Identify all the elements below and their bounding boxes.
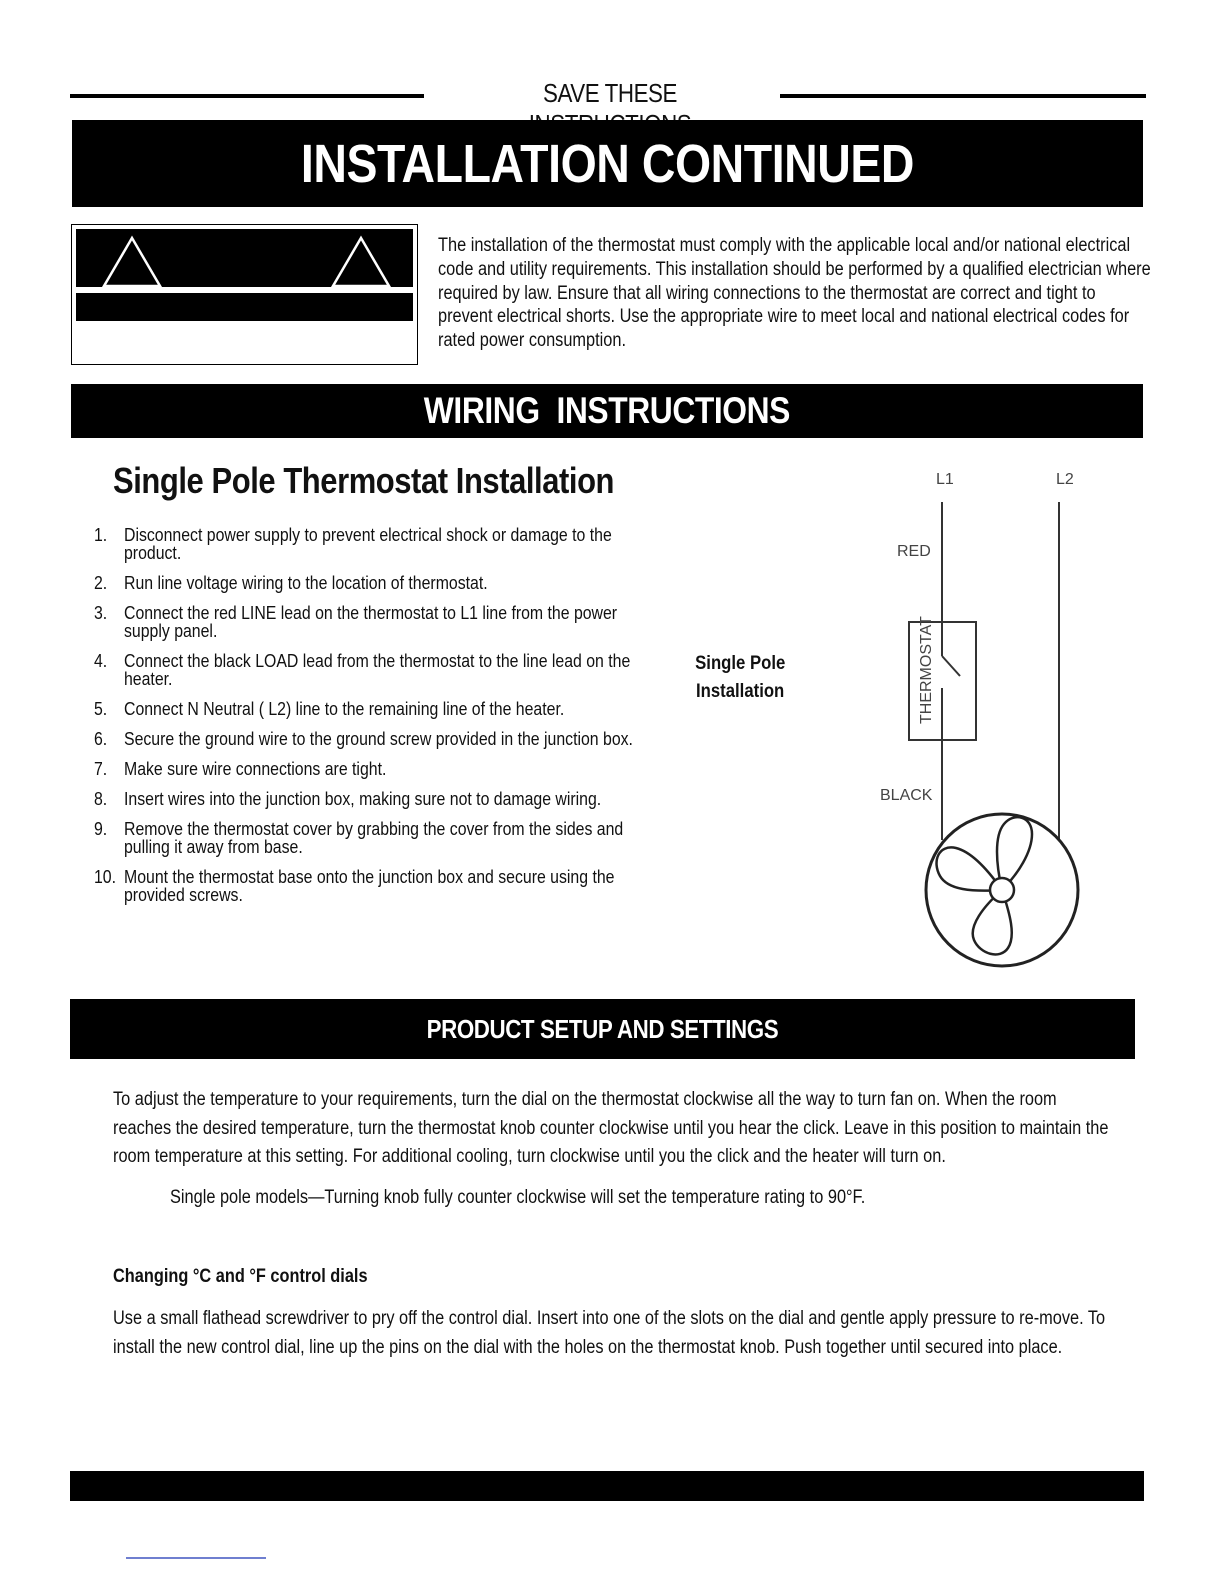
footer-link-underline[interactable]: [126, 1557, 266, 1559]
control-dials-subheading: Changing °C and °F control dials: [113, 1266, 368, 1287]
list-item: [94, 574, 654, 592]
list-item: [94, 730, 654, 748]
page-title-bar: [72, 120, 1143, 207]
control-dials-paragraph-text: Use a small flathead screwdriver to pry off the control dial. Insert into one of the slots on the dial and gentle apply pressure to re-move. To install the new control dial, line up the pins on the dial with the holes on the thermostat knob. Push together until secured into place.: [113, 1308, 1106, 1358]
footer-bar: [70, 1471, 1144, 1501]
warning-box: [71, 224, 418, 365]
setup-paragraph-text: To adjust the temperature to your requirements, turn the dial on the thermostat clockwise all the way to turn fan on. When the room reaches the desired temperature, turn the thermostat knob counter clockwise until you hear the click. Leave in this position to maintain the room temperature at this setting. For additional cooling, turn clockwise until you the click and the heater will turn on.: [113, 1089, 1109, 1167]
step-number: 8.: [94, 789, 108, 809]
step-text: Insert wires into the junction box, making sure not to damage wiring.: [124, 789, 602, 809]
step-number: 3.: [94, 603, 108, 623]
warning-header: [76, 229, 413, 287]
diagram-caption: [680, 650, 800, 706]
l1-label: L1: [936, 471, 954, 488]
black-label: BLACK: [880, 787, 933, 804]
list-item: [94, 700, 654, 718]
product-setup-title: PRODUCT SETUP AND SETTINGS: [426, 1013, 779, 1044]
single-pole-note: [170, 1184, 1070, 1213]
wiring-instructions-title: WIRING INSTRUCTIONS: [423, 390, 791, 431]
save-instructions-text: SAVE THESE: [542, 78, 678, 108]
step-number: 4.: [94, 651, 108, 671]
step-text: Run line voltage wiring to the location of thermostat.: [124, 573, 488, 593]
list-item: [94, 868, 654, 904]
thermostat-label: THERMOSTAT: [918, 616, 935, 724]
setup-paragraph: [113, 1086, 1113, 1172]
step-text: Make sure wire connections are tight.: [124, 759, 387, 779]
wiring-steps-list: [94, 526, 654, 916]
list-item: [94, 790, 654, 808]
diagram-caption-line2: Installation: [695, 681, 785, 702]
intro-paragraph: The installation of the thermostat must comply with the applicable local and/or national electrical code and utility requirements. This installation should be performed by a qualified electrician where required by law. Ensure that all wiring connections to the thermostat are correct and tight to prevent electrical shorts. Use the appropriate wire to meet local and national electrical codes for rated power consumption.: [438, 235, 1151, 352]
step-text: Connect the red LINE lead on the thermostat to L1 line from the power supply panel.: [124, 603, 618, 641]
step-number: 9.: [94, 819, 108, 839]
step-number: 10.: [94, 867, 117, 887]
fan-hub: [990, 878, 1014, 902]
step-text: Connect the black LOAD lead from the thermostat to the line lead on the heater.: [124, 651, 631, 689]
step-text: Mount the thermostat base onto the junction box and secure using the provided screws.: [124, 867, 615, 905]
step-number: 1.: [94, 525, 108, 545]
wiring-diagram: [860, 460, 1100, 980]
list-item: [94, 820, 654, 856]
warning-triangle-icon: [100, 234, 164, 290]
list-item: [94, 760, 654, 778]
warning-triangle-icon: [329, 234, 393, 290]
step-text: Secure the ground wire to the ground screw provided in the junction box.: [124, 729, 633, 749]
save-instructions-header: [70, 78, 1146, 112]
warning-band: [76, 293, 413, 321]
red-label: RED: [897, 543, 931, 560]
thermostat-switch: [942, 656, 960, 676]
header-rule-left: [70, 94, 424, 98]
step-number: 5.: [94, 699, 108, 719]
single-pole-note-text: Single pole models—Turning knob fully counter clockwise will set the temperature rating to 90°F.: [170, 1187, 866, 1208]
list-item: [94, 604, 654, 640]
step-number: 7.: [94, 759, 108, 779]
step-text: Connect N Neutral ( L2) line to the remaining line of the heater.: [124, 699, 565, 719]
product-setup-bar: [70, 999, 1135, 1059]
list-item: [94, 526, 654, 562]
step-text: Disconnect power supply to prevent electrical shock or damage to the product.: [124, 525, 612, 563]
diagram-caption-line1: Single Pole: [694, 653, 786, 674]
step-number: 2.: [94, 573, 108, 593]
header-rule-right: [780, 94, 1146, 98]
list-item: [94, 652, 654, 688]
page-title: INSTALLATION CONTINUED: [300, 133, 915, 194]
intro-text: [438, 234, 1153, 353]
l2-label: L2: [1056, 471, 1074, 488]
wiring-instructions-bar: [71, 384, 1143, 438]
step-text: Remove the thermostat cover by grabbing the cover from the sides and pulling it away from base.: [124, 819, 624, 857]
control-dials-paragraph: [113, 1305, 1113, 1362]
step-number: 6.: [94, 729, 108, 749]
single-pole-heading: Single Pole Thermostat Installation: [113, 460, 615, 501]
